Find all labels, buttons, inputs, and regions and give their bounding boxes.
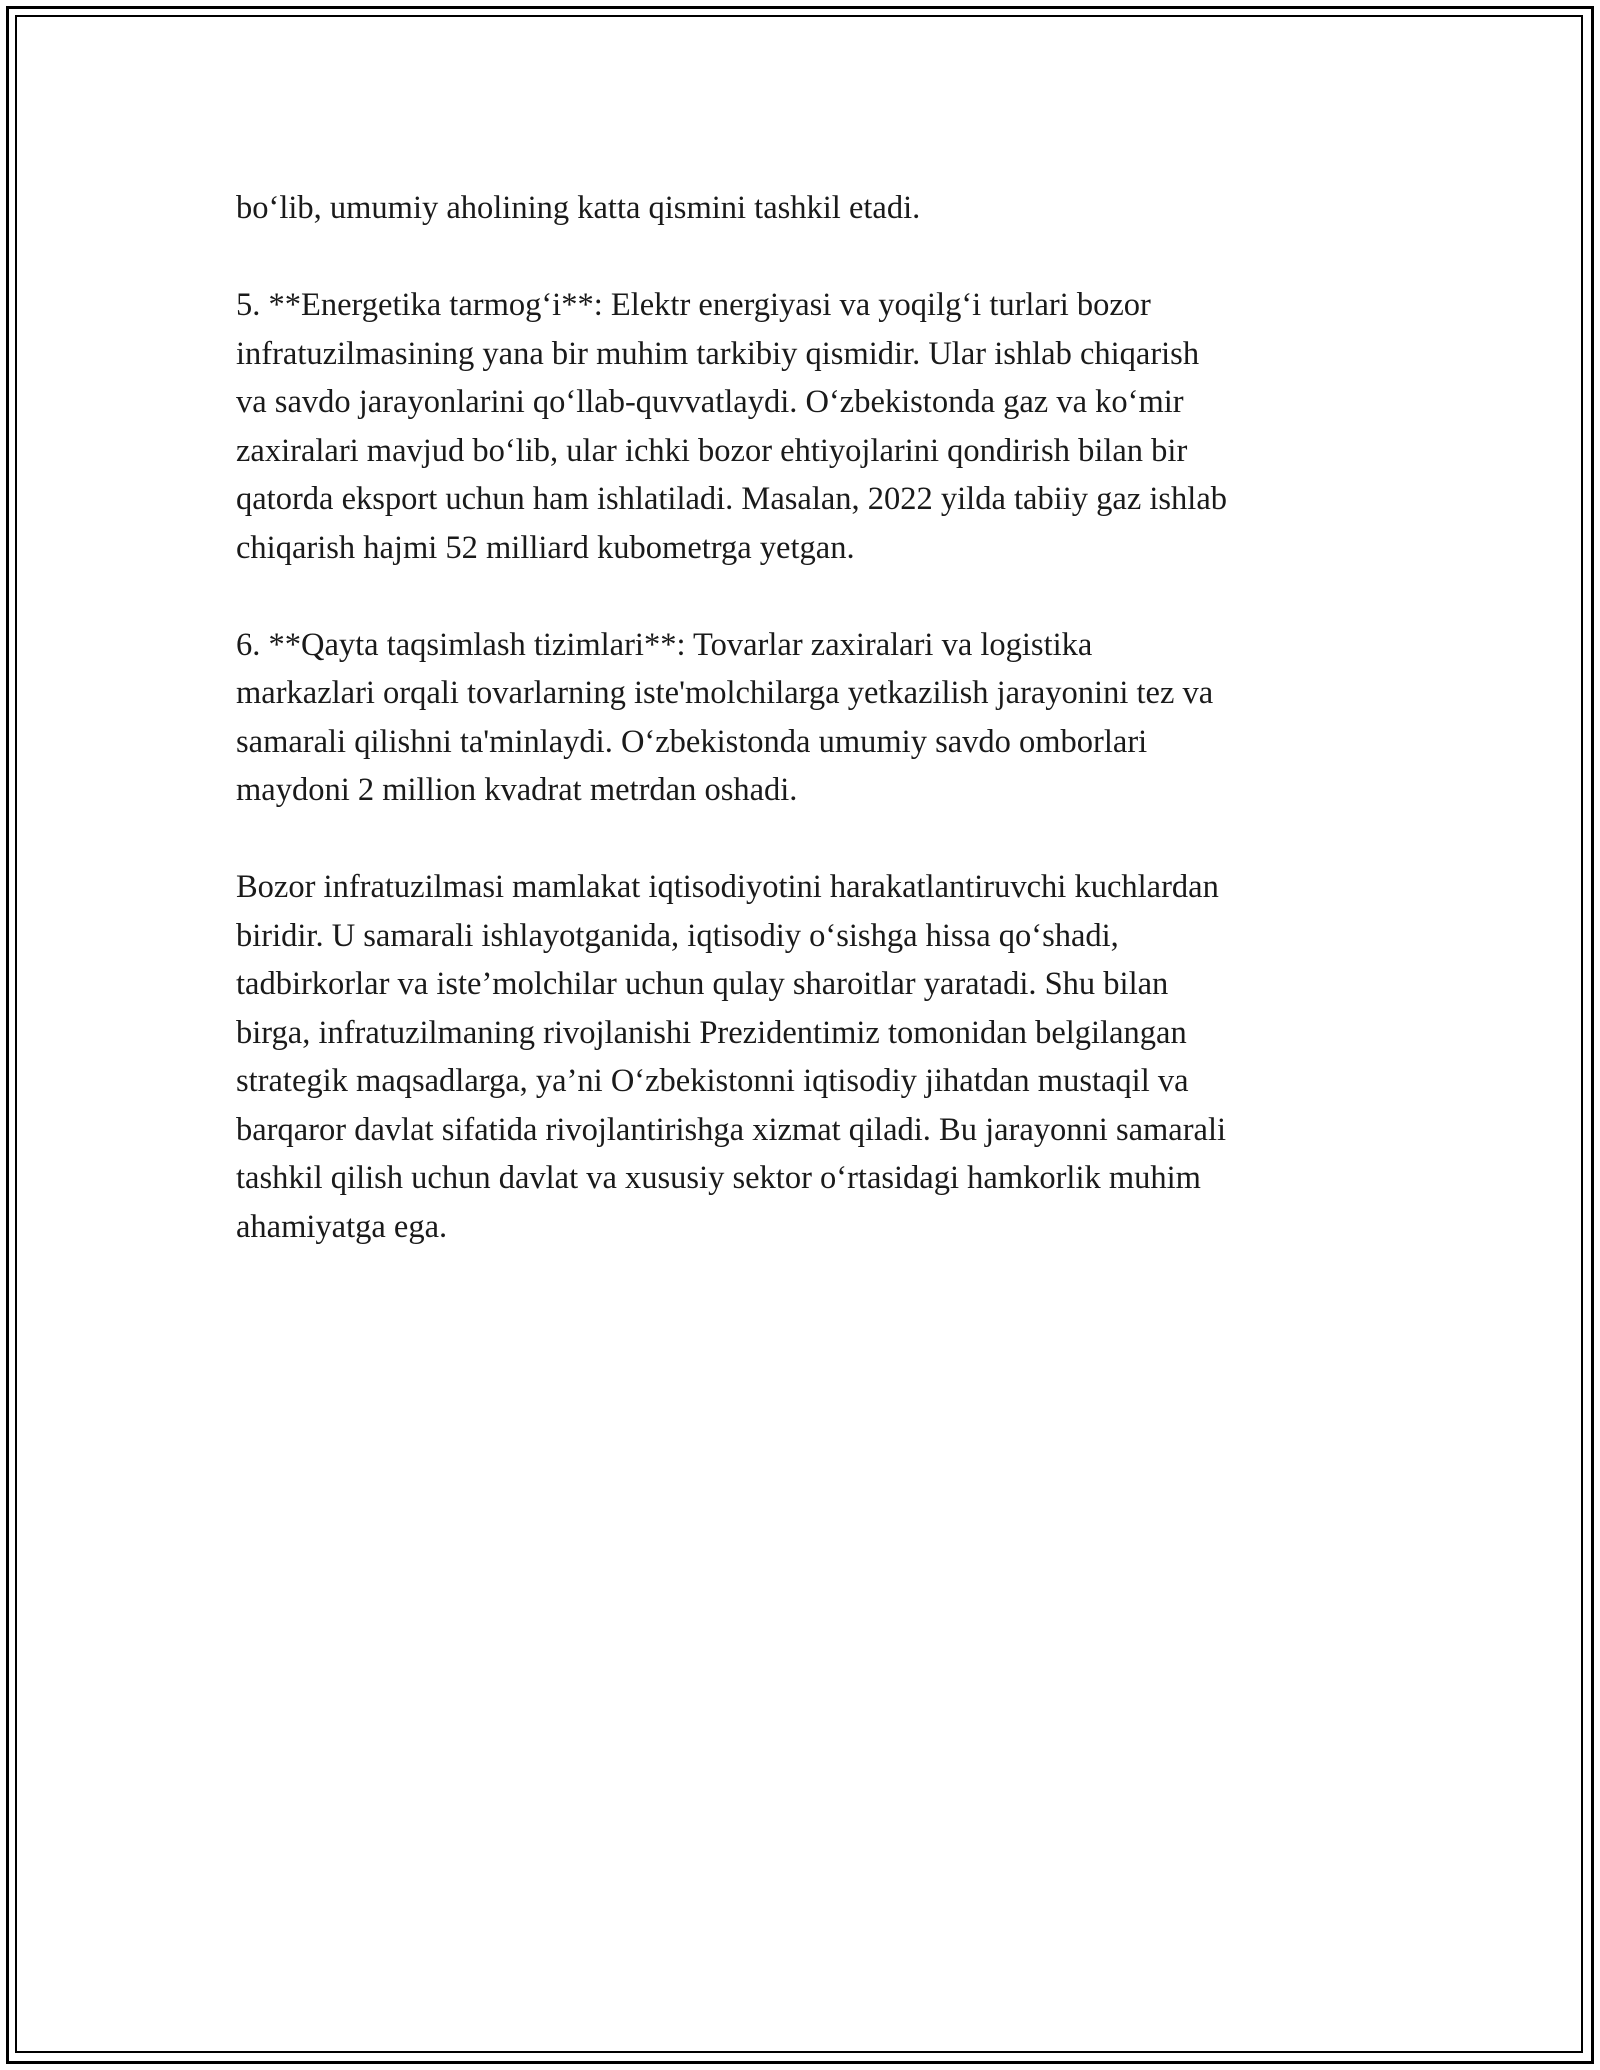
- paragraph-continuation: bo‘lib, umumiy aholining katta qismini tashkil etadi.: [236, 190, 921, 226]
- document-body: [236, 184, 1396, 1251]
- paragraph-energy-sector: 5. **Energetika tarmog‘i**: Elektr energiyasi va yoqilg‘i turlari bozor infratuzilmasining yana bir muhim tarkibiy qismidir. Ular ishlab chiqarish va savdo jarayonlarini qo‘llab-quvvatlaydi. O‘zbekistonda gaz va ko‘mir zaxiralari mavjud bo‘lib, ular ichki bozor ehtiyojlarini qondirish bilan bir qatorda eksport uchun ham ishlatiladi. Masalan, 2022 yilda tabiiy gaz ishlab chiqarish hajmi 52 milliard kubometrga yetgan.: [236, 287, 1228, 566]
- paragraph-conclusion: Bozor infratuzilmasi mamlakat iqtisodiyotini harakatlantiruvchi kuchlardan biridir. U samarali ishlayotganida, iqtisodiy o‘sishga hissa qo‘shadi, tadbirkorlar va iste’molchilar uchun qulay sharoitlar yaratadi. Shu bilan birga, infratuzilmaning rivojlanishi Prezidentimiz tomonidan belgilangan strategik maqsadlarga, ya’ni O‘zbekistonni iqtisodiy jihatdan mustaqil va barqaror davlat sifatida rivojlantirishga xizmat qiladi. Bu jarayonni samarali tashkil qilish uchun davlat va xususiy sektor o‘rtasidagi hamkorlik muhim ahamiyatga ega.: [236, 869, 1227, 1245]
- paragraph-redistribution-systems: 6. **Qayta taqsimlash tizimlari**: Tovarlar zaxiralari va logistika markazlari orqali tovarlarning iste'molchilarga yetkazilish jarayonini tez va samarali qilishni ta'minlaydi. O‘zbekistonda umumiy savdo omborlari maydoni 2 million kvadrat metrdan oshadi.: [236, 626, 1214, 808]
